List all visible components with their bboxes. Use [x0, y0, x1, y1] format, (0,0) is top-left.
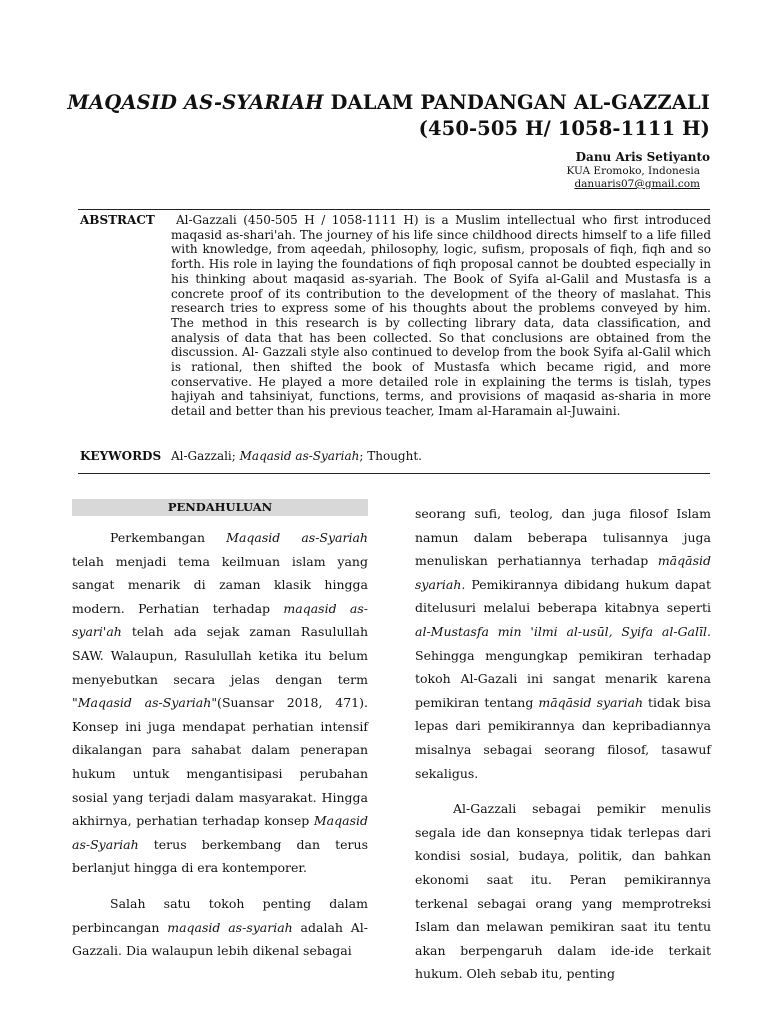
right-paragraph-2: Al-Gazzali sebagai pemikir menulis segala ide dan konsepnya tidak terlepas dari kondisi sosial, budaya, politik, dan bahkan ekonomi saat itu. Peran pemikirannya terkenal sebagai orang yang memprotreksi Islam dan melawan pemikiran saat itu tentu akan berpengaruh dalam ide-ide terkait hukum. Oleh sebab itu, penting	[415, 801, 711, 982]
text-run: Salah satu tokoh penting dalam perbincangan	[72, 895, 368, 935]
text-run: Perkembangan	[110, 530, 227, 545]
italic-term: maqasid as-syariah	[167, 919, 293, 935]
italic-term: al-Mustasfa min 'ilmi al-usūl, Syifa al-Galīl	[415, 623, 708, 639]
author-affiliation: KUA Eromoko, Indonesia	[566, 165, 700, 177]
italic-term: Maqasid as-Syariah	[226, 530, 368, 545]
italic-term: māqāsid syariah	[415, 553, 711, 592]
author-name: Danu Aris Setiyanto	[575, 150, 710, 164]
paper-title-line-2: (450-505 H/ 1058-1111 H)	[418, 117, 710, 140]
text-run: telah ada sejak zaman Rasulullah SAW. Walaupun, Rasulullah ketika itu belum menyebutkan secara jelas dengan term "	[72, 624, 368, 711]
section-heading-pendahuluan: PENDAHULUAN	[72, 499, 368, 516]
title-rest-part: DALAM PANDANGAN AL-GAZZALI	[323, 91, 710, 114]
author-email[interactable]: danuaris07@gmail.com	[574, 178, 700, 190]
title-italic-part: MAQASID AS-SYARIAH	[67, 91, 324, 114]
left-column	[72, 526, 368, 963]
keywords-list	[171, 449, 422, 463]
text-run: tidak bisa lepas dari pemikirannya dan kepribadiannya misalnya sebagai seorang filosof, tasawuf sekaligus.	[415, 694, 711, 781]
keywords-label: KEYWORDS	[80, 449, 162, 463]
text-run: "(Suansar 2018, 471). Konsep ini juga mendapat perhatian intensif dikalangan para sahabat dalam penerapan hukum untuk mengantisipasi perubahan sosial yang terjadi dalam masyarakat. Hingga akhirnya, perhatian terhadap konsep	[72, 695, 368, 829]
italic-term: Maqasid as-Syariah	[77, 695, 212, 711]
text-run: terus berkembang dan terus berlanjut hingga di era kontemporer.	[72, 836, 368, 876]
abstract-top-rule	[78, 209, 710, 210]
keyword-3: ; Thought.	[359, 449, 422, 463]
italic-term: māqāsid syariah	[538, 694, 643, 710]
paper-title-line-1	[67, 91, 710, 114]
left-paragraph-2	[72, 892, 368, 963]
keyword-1: Al-Gazzali;	[171, 449, 240, 463]
abstract-label: ABSTRACT	[80, 213, 155, 227]
text-run: . Pemikirannya dibidang hukum dapat ditelusuri melalui beberapa kitabnya seperti	[415, 576, 711, 616]
abstract-paragraph: Al-Gazzali (450-505 H / 1058-1111 H) is a Muslim intellectual who first introduced maqasid as-shari'ah. The journey of his life since childhood directs himself to a life filled with knowledge, from aqeedah, philosophy, logic, sufism, proposals of fiqh, fiqh and so forth. His role in laying the foundations of fiqh proposal cannot be doubted especially in his thinking about maqasid as-syariah. The Book of Syifa al-Galil and Mustasfa is a concrete proof of its contribution to the development of the theory of maslahat. This research tries to express some of his thoughts about the problems conveyed by him. The method in this research is by collecting library data, data classification, and analysis of data that has been collected. So that conclusions are obtained from the discussion. Al- Gazzali style also continued to develop from the book Syifa al-Galil which is rational, then shifted the book of Mustasfa which became rigid, and more conservative. He played a more detailed role in explaining the terms is tislah, types hajiyah and tahsiniyat, functions, terms, and provisions of maqasid as-sharia in more detail and better than his previous teacher, Imam al-Haramain al-Juwaini.	[171, 213, 711, 419]
text-run: adalah Al-Gazzali. Dia walaupun lebih dikenal sebagai	[72, 919, 369, 959]
right-paragraph-1	[415, 502, 711, 785]
text-run: telah menjadi tema keilmuan islam yang sangat menarik di zaman klasik hingga modern. Perhatian terhadap	[72, 553, 368, 616]
abstract-body	[171, 213, 711, 419]
left-paragraph-1	[72, 526, 368, 880]
keywords-bottom-rule	[78, 473, 710, 474]
text-run: seorang sufi, teolog, dan juga filosof Islam namun dalam beberapa tulisannya juga menuliskan perhatiannya terhadap	[415, 506, 711, 569]
keyword-2: Maqasid as-Syariah	[239, 449, 360, 463]
italic-term: maqasid as-syari'ah	[72, 600, 368, 640]
text-run: . Sehingga mengungkap pemikiran terhadap tokoh Al-Gazali ini sangat menarik karena pemikiran tentang	[415, 623, 711, 710]
italic-term: Maqasid as-Syariah	[72, 813, 368, 852]
right-column	[415, 502, 711, 986]
